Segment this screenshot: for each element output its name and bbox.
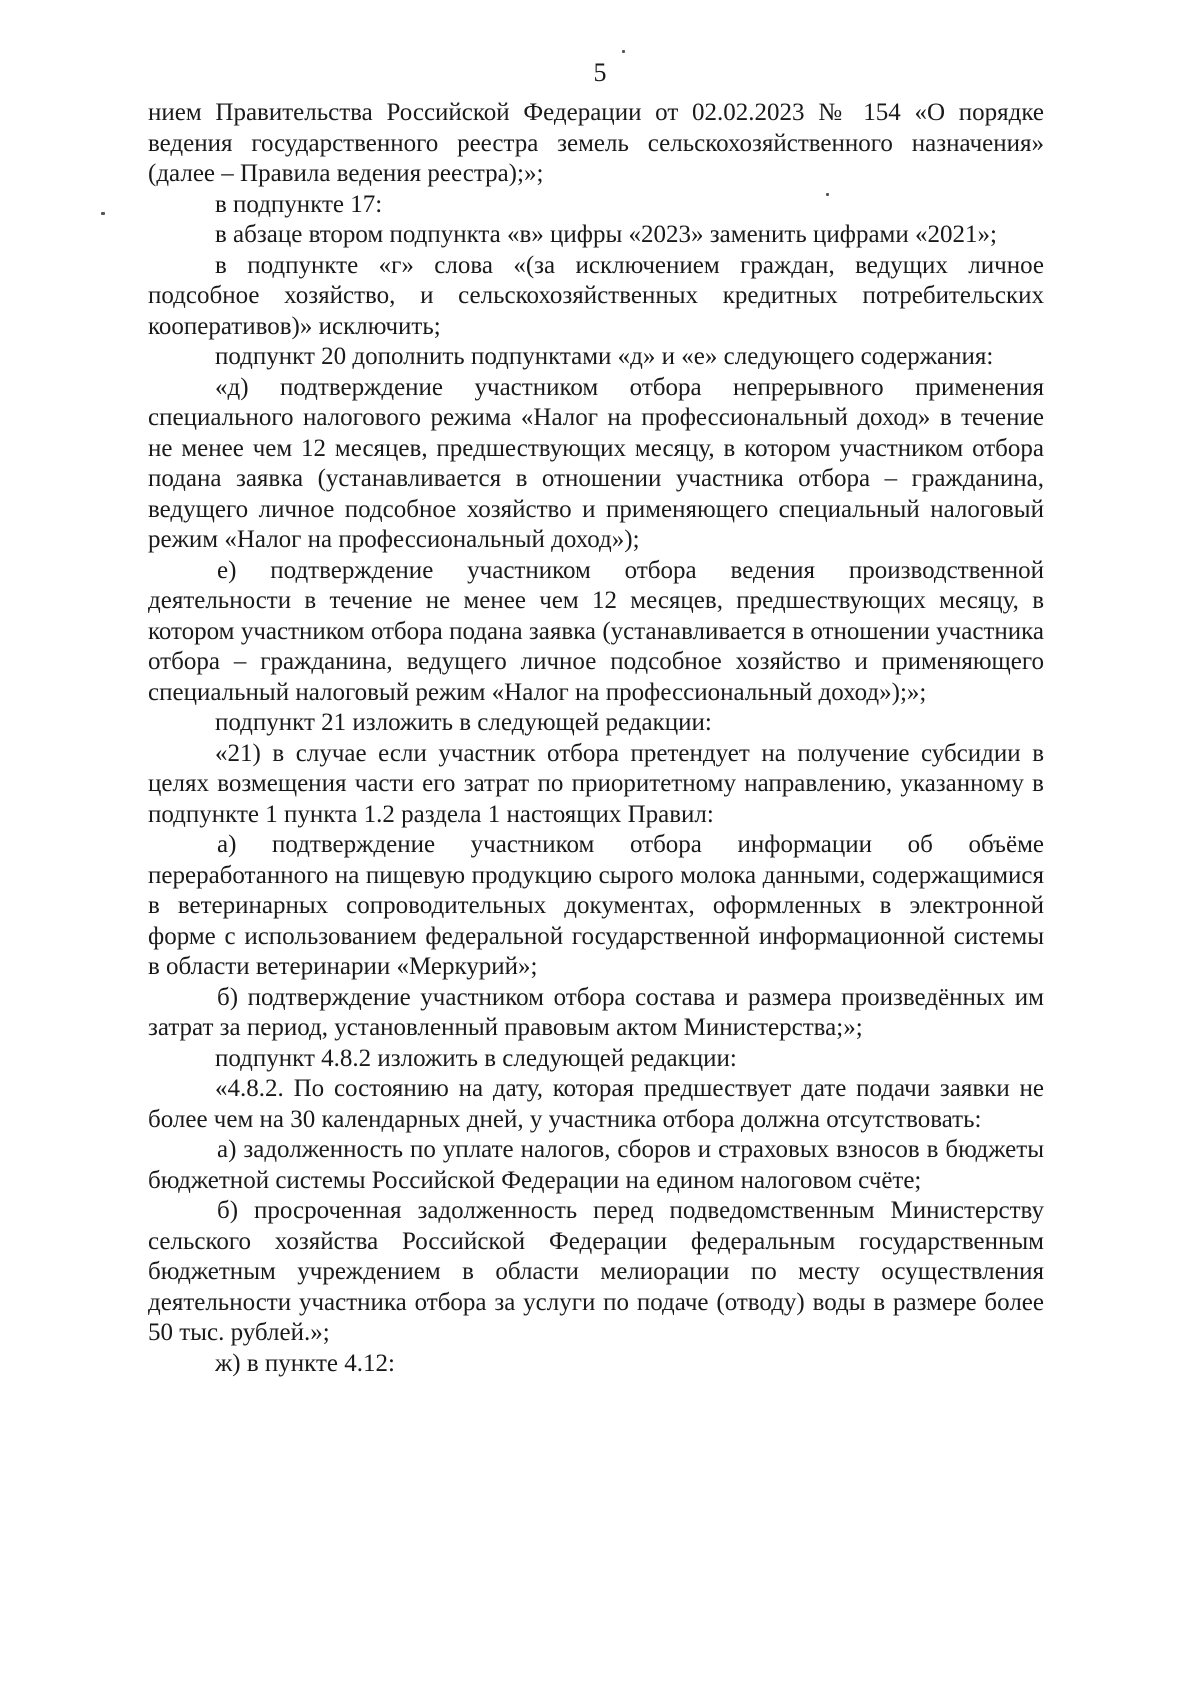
paragraph: б) подтверждение участником отбора состава и размера произведённых им затрат за период, установленный правовым актом Министерства;»; <box>148 983 1044 1041</box>
paragraph: ж) в пункте 4.12: <box>215 1349 395 1377</box>
paragraph: «4.8.2. По состоянию на дату, которая предшествует дате подачи заявки не более чем на 30 календарных дней, у участника отбора должна отсутствовать: <box>148 1075 1044 1133</box>
document-body <box>148 98 1044 1379</box>
paragraph: «д) подтверждение участником отбора непрерывного применения специального налогового режима «Налог на профессиональный доход» в течение не менее чем 12 месяцев, предшествующих месяцу, в котором участником отбора подана заявка (устанавливается в отношении участника отбора – гражданина, ведущего личное подсобное хозяйство и применяющего специальный налоговый режим «Налог на профессиональный доход»); <box>148 373 1044 553</box>
paragraph: подпункт 21 изложить в следующей редакции: <box>215 709 712 736</box>
paragraph: «21) в случае если участник отбора претендует на получение субсидии в целях возмещения части его затрат по приоритетному направлению, указанному в подпункте 1 пункта 1.2 раздела 1 настоящих Правил: <box>148 739 1044 828</box>
paragraph: подпункт 20 дополнить подпунктами «д» и «е» следующего содержания: <box>215 343 994 370</box>
paragraph: в подпункте «г» слова «(за исключением граждан, ведущих личное подсобное хозяйство, и сельскохозяйственных кредитных потребительских кооперативов)» исключить; <box>148 251 1044 340</box>
paragraph: нием Правительства Российской Федерации от 02.02.2023 № 154 «О порядке ведения государственного реестра земель сельскохозяйственного назначения» (далее – Правила ведения реестра);»; <box>148 99 1044 187</box>
page-number: 5 <box>593 58 607 87</box>
paragraph: в абзаце втором подпункта «в» цифры «2023» заменить цифрами «2021»; <box>215 221 997 248</box>
paragraph: е) подтверждение участником отбора ведения производственной деятельности в течение не менее чем 12 месяцев, предшествующих месяцу, в котором участником отбора подана заявка (устанавливается в отношении участника отбора – гражданина, ведущего личное подсобное хозяйство и применяющего специальный налоговый режим «Налог на профессиональный доход»);»; <box>148 556 1044 706</box>
paragraph: в подпункте 17: <box>215 190 383 218</box>
paragraph: подпункт 4.8.2 изложить в следующей редакции: <box>215 1044 737 1072</box>
paragraph: а) задолженность по уплате налогов, сборов и страховых взносов в бюджеты бюджетной системы Российской Федерации на едином налоговом счёте; <box>148 1136 1044 1194</box>
paragraph: б) просроченная задолженность перед подведомственным Министерству сельского хозяйства Российской Федерации федеральным государственным бюджетным учреждением в области мелиорации по месту осуществления деятельности участника отбора за услуги по подаче (отводу) воды в размере более 50 тыс. рублей.»; <box>148 1197 1044 1346</box>
scan-speck <box>101 212 105 215</box>
paragraph: а) подтверждение участником отбора информации об объёме переработанного на пищевую продукцию сырого молока данными, содержащимися в ветеринарных сопроводительных документах, оформленных в электронной форме с использованием федеральной государственной информационной системы в области ветеринарии «Меркурий»; <box>148 831 1044 980</box>
scan-speck <box>622 50 625 53</box>
